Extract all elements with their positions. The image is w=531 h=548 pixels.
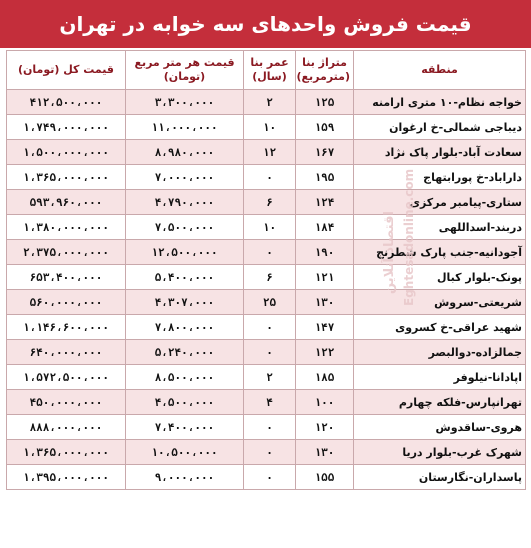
cell-total-price: ۱،۳۹۵،۰۰۰،۰۰۰ [7, 465, 126, 490]
cell-total-price: ۱،۵۷۲،۵۰۰،۰۰۰ [7, 365, 126, 390]
watermark-text: اقتصاد آنلاین [382, 211, 397, 294]
table-body [7, 90, 526, 490]
cell-region: داراباد-خ پورابتهاج [354, 165, 526, 190]
cell-price-per-meter: ۱۱،۰۰۰،۰۰۰ [126, 115, 244, 140]
table-row [7, 165, 526, 190]
cell-age: ۰ [244, 315, 296, 340]
cell-age: ۰ [244, 165, 296, 190]
cell-region: ستاری-پیامبر مرکزی [354, 190, 526, 215]
header-price-per-meter: قیمت هر متر مربع (تومان) [126, 51, 244, 90]
cell-age: ۲ [244, 365, 296, 390]
page-title: قیمت فروش واحدهای سه خوابه در تهران [59, 12, 472, 36]
cell-region: تهرانپارس-فلکه چهارم [354, 390, 526, 415]
cell-area: ۱۸۴ [296, 215, 354, 240]
cell-region: جمالزاده-دوالبصر [354, 340, 526, 365]
price-table [6, 50, 526, 490]
cell-region: دربند-اسداللهی [354, 215, 526, 240]
table-row [7, 115, 526, 140]
cell-region: شریعتی-سروش [354, 290, 526, 315]
cell-age: ۰ [244, 440, 296, 465]
cell-age: ۰ [244, 240, 296, 265]
header-area: متراژ بنا (مترمربع) [296, 51, 354, 90]
cell-region: سعادت آباد-بلوار پاک نژاد [354, 140, 526, 165]
cell-area: ۱۲۰ [296, 415, 354, 440]
header-age: عمر بنا (سال) [244, 51, 296, 90]
cell-price-per-meter: ۷،۴۰۰،۰۰۰ [126, 415, 244, 440]
table-row [7, 140, 526, 165]
cell-area: ۱۹۰ [296, 240, 354, 265]
cell-area: ۱۲۴ [296, 190, 354, 215]
cell-price-per-meter: ۳،۳۰۰،۰۰۰ [126, 90, 244, 115]
cell-area: ۱۳۰ [296, 290, 354, 315]
cell-region: پاسداران-نگارستان [354, 465, 526, 490]
title-bar [0, 0, 531, 48]
cell-price-per-meter: ۴،۷۹۰،۰۰۰ [126, 190, 244, 215]
cell-total-price: ۱،۳۶۵،۰۰۰،۰۰۰ [7, 165, 126, 190]
cell-age: ۲۵ [244, 290, 296, 315]
cell-age: ۱۰ [244, 115, 296, 140]
cell-region: پونک-بلوار کبال [354, 265, 526, 290]
cell-age: ۱۰ [244, 215, 296, 240]
cell-price-per-meter: ۱۰،۵۰۰،۰۰۰ [126, 440, 244, 465]
cell-age: ۰ [244, 415, 296, 440]
cell-area: ۱۹۵ [296, 165, 354, 190]
cell-area: ۱۰۰ [296, 390, 354, 415]
table-row [7, 90, 526, 115]
cell-region: اپادانا-نیلوفر [354, 365, 526, 390]
cell-total-price: ۴۵۰،۰۰۰،۰۰۰ [7, 390, 126, 415]
cell-area: ۱۶۷ [296, 140, 354, 165]
cell-total-price: ۲،۳۷۵،۰۰۰،۰۰۰ [7, 240, 126, 265]
table-row [7, 190, 526, 215]
table-row [7, 215, 526, 240]
cell-price-per-meter: ۵،۲۴۰،۰۰۰ [126, 340, 244, 365]
cell-region: خواجه نظام-۱۰ متری ارامنه [354, 90, 526, 115]
cell-area: ۱۲۱ [296, 265, 354, 290]
cell-total-price: ۵۹۳،۹۶۰،۰۰۰ [7, 190, 126, 215]
cell-area: ۱۲۲ [296, 340, 354, 365]
cell-region: شهید عراقی-خ کسروی [354, 315, 526, 340]
cell-total-price: ۶۴۰،۰۰۰،۰۰۰ [7, 340, 126, 365]
cell-total-price: ۱،۳۸۰،۰۰۰،۰۰۰ [7, 215, 126, 240]
cell-age: ۲ [244, 90, 296, 115]
cell-price-per-meter: ۷،۰۰۰،۰۰۰ [126, 165, 244, 190]
cell-area: ۱۳۰ [296, 440, 354, 465]
cell-age: ۱۲ [244, 140, 296, 165]
cell-total-price: ۸۸۸،۰۰۰،۰۰۰ [7, 415, 126, 440]
table-row [7, 240, 526, 265]
cell-area: ۱۲۵ [296, 90, 354, 115]
cell-age: ۶ [244, 265, 296, 290]
cell-price-per-meter: ۵،۴۰۰،۰۰۰ [126, 265, 244, 290]
table-row [7, 340, 526, 365]
cell-price-per-meter: ۸،۵۰۰،۰۰۰ [126, 365, 244, 390]
cell-age: ۴ [244, 390, 296, 415]
cell-area: ۱۴۷ [296, 315, 354, 340]
table-row [7, 415, 526, 440]
cell-total-price: ۴۱۲،۵۰۰،۰۰۰ [7, 90, 126, 115]
cell-total-price: ۵۶۰،۰۰۰،۰۰۰ [7, 290, 126, 315]
cell-price-per-meter: ۴،۵۰۰،۰۰۰ [126, 390, 244, 415]
cell-price-per-meter: ۷،۵۰۰،۰۰۰ [126, 215, 244, 240]
table-row [7, 365, 526, 390]
table-row [7, 440, 526, 465]
header-region: منطقه [354, 51, 526, 90]
cell-price-per-meter: ۷،۸۰۰،۰۰۰ [126, 315, 244, 340]
cell-total-price: ۱،۱۴۶،۶۰۰،۰۰۰ [7, 315, 126, 340]
cell-total-price: ۱،۵۰۰،۰۰۰،۰۰۰ [7, 140, 126, 165]
watermark-url: Eghtesadonline.com [402, 168, 416, 306]
cell-area: ۱۵۵ [296, 465, 354, 490]
cell-region: آجودانیه-جنب پارک شطرنج [354, 240, 526, 265]
table-header-row [7, 51, 526, 90]
table-row [7, 465, 526, 490]
cell-price-per-meter: ۴،۳۰۷،۰۰۰ [126, 290, 244, 315]
cell-area: ۱۵۹ [296, 115, 354, 140]
header-total-price: قیمت کل (تومان) [7, 51, 126, 90]
cell-price-per-meter: ۱۲،۵۰۰،۰۰۰ [126, 240, 244, 265]
cell-area: ۱۸۵ [296, 365, 354, 390]
cell-total-price: ۱،۳۶۵،۰۰۰،۰۰۰ [7, 440, 126, 465]
cell-total-price: ۶۵۳،۴۰۰،۰۰۰ [7, 265, 126, 290]
cell-age: ۶ [244, 190, 296, 215]
cell-total-price: ۱،۷۴۹،۰۰۰،۰۰۰ [7, 115, 126, 140]
table-row [7, 290, 526, 315]
cell-region: شهرک غرب-بلوار دریا [354, 440, 526, 465]
cell-age: ۰ [244, 340, 296, 365]
table-row [7, 265, 526, 290]
cell-price-per-meter: ۹،۰۰۰،۰۰۰ [126, 465, 244, 490]
cell-age: ۰ [244, 465, 296, 490]
cell-price-per-meter: ۸،۹۸۰،۰۰۰ [126, 140, 244, 165]
table-row [7, 390, 526, 415]
cell-region: دیباجی شمالی-خ ارغوان [354, 115, 526, 140]
cell-region: هروی-ساقدوش [354, 415, 526, 440]
table-row [7, 315, 526, 340]
